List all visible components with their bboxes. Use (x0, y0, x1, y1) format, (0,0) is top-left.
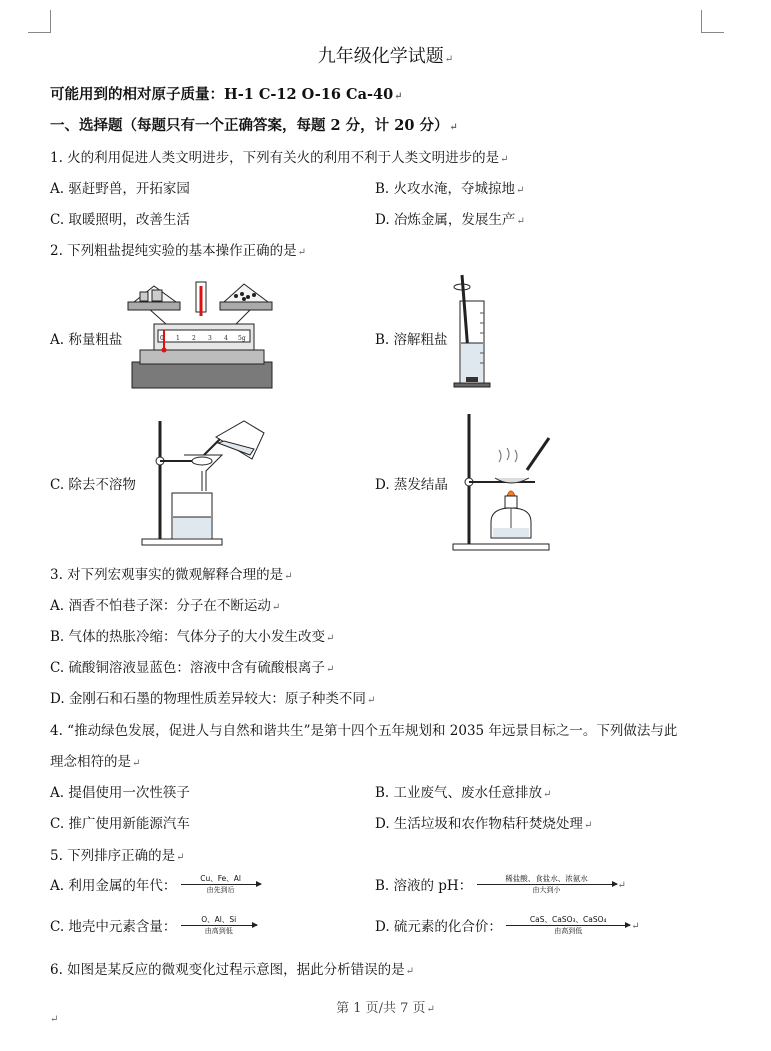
evaporation-figure (451, 410, 553, 552)
q1-stem: 1. 火的利用促进人类文明进步，下列有关火的利用不利于人类文明进步的是↵ (50, 150, 509, 166)
scale-tick-0: 0 (160, 335, 164, 342)
q4-stem-line1: 4. “推动绿色发展，促进人与自然和谐共生”是第十四个五年规划和 2035 年远景目标之一。下列做法与此 (50, 723, 678, 739)
paragraph-mark: ↵ (50, 1014, 59, 1025)
q2-option-a: A. 称量粗盐 (50, 332, 123, 348)
q5-option-c: C. 地壳中元素含量： O、Al、Si 由高到低 (50, 915, 257, 935)
q5-c-arrow: O、Al、Si 由高到低 (181, 915, 257, 935)
atomic-masses: 可能用到的相对原子质量：H-1 C-12 O-16 Ca-40↵ (50, 86, 403, 103)
page-title: 九年级化学试题↵ (317, 46, 454, 67)
q3-option-b: B. 气体的热胀冷缩：气体分子的大小发生改变↵ (50, 629, 335, 645)
q5-option-d: D. 硫元素的化合价： CaS、CaSO₃、CaSO₄ 由高到低 ↵ (375, 915, 640, 935)
q1-option-d: D. 冶炼金属，发展生产↵ (375, 212, 525, 228)
scale-tick-3: 3 (208, 335, 212, 342)
q6-stem: 6. 如图是某反应的微观变化过程示意图，据此分析错误的是↵ (50, 962, 415, 978)
q1-option-b: B. 火攻水淹，夺城掠地↵ (375, 181, 525, 197)
q3-stem: 3. 对下列宏观事实的微观解释合理的是↵ (50, 567, 293, 583)
q4-option-b: B. 工业废气、废水任意排放↵ (375, 785, 552, 801)
q4-stem-line2: 理念相符的是↵ (50, 754, 141, 770)
q3-option-c: C. 硫酸铜溶液显蓝色：溶液中含有硫酸根离子↵ (50, 660, 335, 676)
page-footer: 第 1 页/共 7 页↵ (336, 1001, 435, 1016)
section-heading: 一、选择题（每题只有一个正确答案，每题 2 分，计 20 分）↵ (50, 117, 458, 134)
q3-option-d: D. 金刚石和石墨的物理性质差异较大：原子种类不同↵ (50, 691, 376, 707)
scale-tick-5: 5g (238, 335, 246, 342)
q5-stem: 5. 下列排序正确的是↵ (50, 848, 185, 864)
q2-option-c: C. 除去不溶物 (50, 477, 136, 493)
q1-option-c: C. 取暖照明，改善生活 (50, 212, 190, 228)
scale-tick-4: 4 (224, 335, 228, 342)
balance-scale-figure (126, 280, 274, 390)
q4-option-a: A. 提倡使用一次性筷子 (50, 785, 190, 801)
q4-option-d: D. 生活垃圾和农作物秸秆焚烧处理↵ (375, 816, 593, 832)
q2-option-b: B. 溶解粗盐 (375, 332, 448, 348)
q3-option-a: A. 酒香不怕巷子深：分子在不断运动↵ (50, 598, 281, 614)
scale-tick-2: 2 (192, 335, 196, 342)
q1-option-a: A. 驱赶野兽，开拓家园 (50, 181, 190, 197)
corner-mark-top-right (701, 10, 724, 33)
q5-option-a: A. 利用金属的年代： Cu、Fe、Al 由先到后 (50, 874, 261, 894)
q2-stem: 2. 下列粗盐提纯实验的基本操作正确的是↵ (50, 243, 307, 259)
q2-option-d: D. 蒸发结晶 (375, 477, 448, 493)
q5-b-arrow: 稀盐酸、食盐水、浓氨水 由大到小 (477, 874, 617, 894)
q4-option-c: C. 推广使用新能源汽车 (50, 816, 190, 832)
q5-option-b: B. 溶液的 pH： 稀盐酸、食盐水、浓氨水 由大到小 ↵ (375, 874, 626, 894)
q5-a-arrow: Cu、Fe、Al 由先到后 (181, 874, 261, 894)
q5-d-arrow: CaS、CaSO₃、CaSO₄ 由高到低 (506, 915, 630, 935)
filtration-figure (140, 415, 270, 547)
dissolving-cylinder-figure (448, 273, 498, 393)
scale-tick-1: 1 (176, 335, 180, 342)
corner-mark-top-left (28, 10, 51, 33)
